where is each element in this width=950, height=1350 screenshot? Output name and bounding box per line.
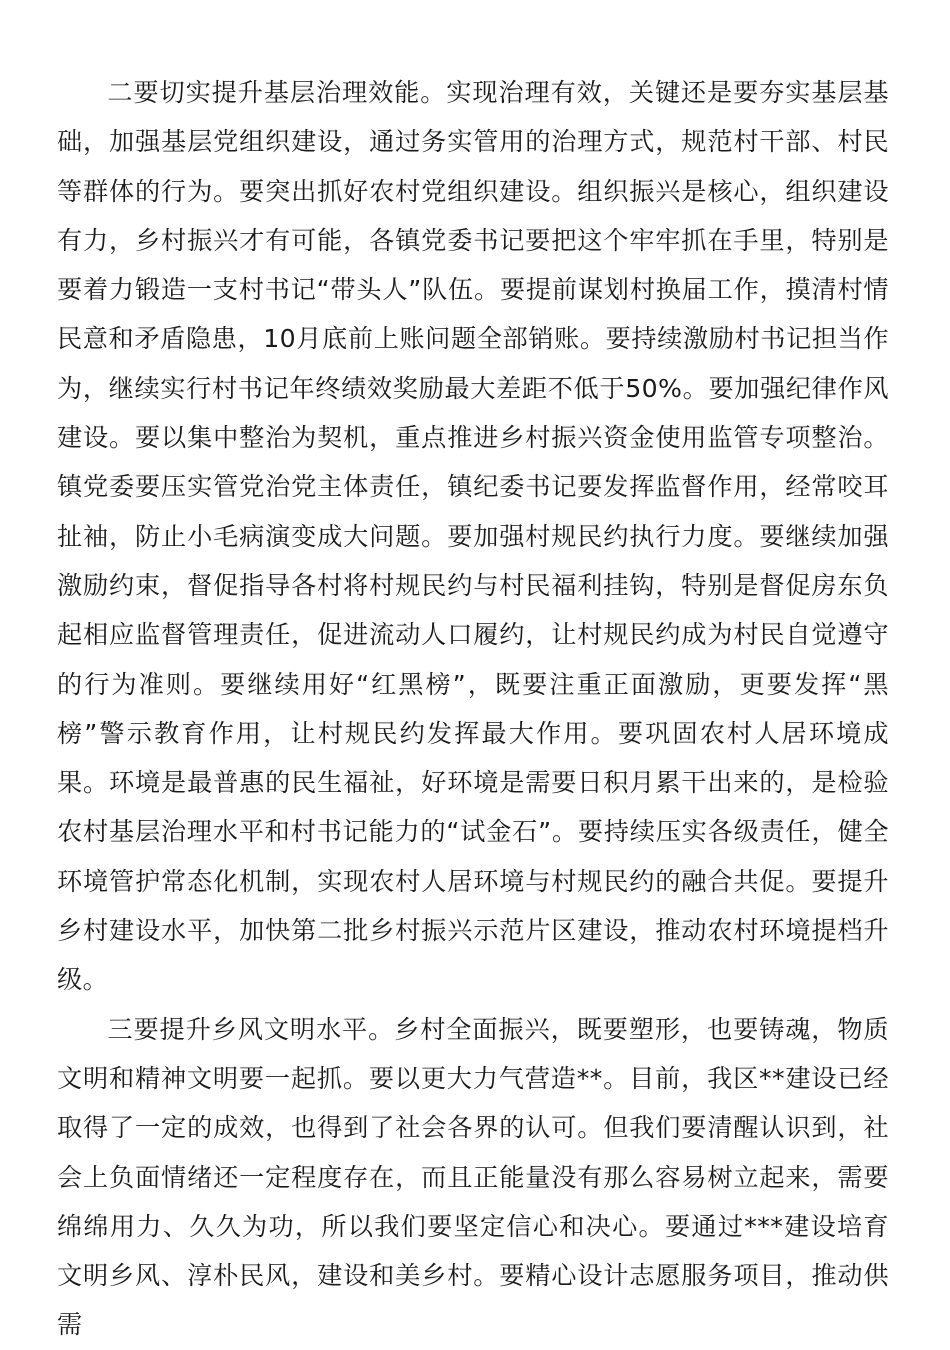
document-page	[57, 68, 889, 1350]
paragraph-rural-governance: 二要切实提升基层治理效能。实现治理有效，关键还是要夯实基层基础，加强基层党组织建设，通过务实管用的治理方式，规范村干部、村民等群体的行为。要突出抓好农村党组织建设。组织振兴是核心，组织建设有力，乡村振兴才有可能，各镇党委书记要把这个牢牢抓在手里，特别是要着力锻造一支村书记“带头人”队伍。要提前谋划村换届工作，摸清村情民意和矛盾隐患，10月底前上账问题全部销账。要持续激励村书记担当作为，继续实行村书记年终绩效奖励最大差距不低于50%。要加强纪律作风建设。要以集中整治为契机，重点推进乡村振兴资金使用监管专项整治。镇党委要压实管党治党主体责任，镇纪委书记要发挥监督作用，经常咬耳扯袖，防止小毛病演变成大问题。要加强村规民约执行力度。要继续加强激励约束，督促指导各村将村规民约与村民福利挂钩，特别是督促房东负起相应监督管理责任，促进流动人口履约，让村规民约成为村民自觉遵守的行为准则。要继续用好“红黑榜”，既要注重正面激励，更要发挥“黑榜”警示教育作用，让村规民约发挥最大作用。要巩固农村人居环境成果。环境是最普惠的民生福祉，好环境是需要日积月累干出来的，是检验农村基层治理水平和村书记能力的“试金石”。要持续压实各级责任，健全环境管护常态化机制，实现农村人居环境与村规民约的融合共促。要提升乡村建设水平，加快第二批乡村振兴示范片区建设，推动农村环境提档升级。	[57, 78, 889, 995]
paragraph-rural-civility: 三要提升乡风文明水平。乡村全面振兴，既要塑形，也要铸魂，物质文明和精神文明要一起抓。要以更大力气营造**。目前，我区**建设已经取得了一定的成效，也得到了社会各界的认可。但我们要清醒认识到，社会上负面情绪还一定程度存在，而且正能量没有那么容易树立起来，需要绵绵用力、久久为功，所以我们要坚定信心和决心。要通过***建设培育文明乡风、淳朴民风，建设和美乡村。要精心设计志愿服务项目，推动供需	[57, 1014, 889, 1340]
